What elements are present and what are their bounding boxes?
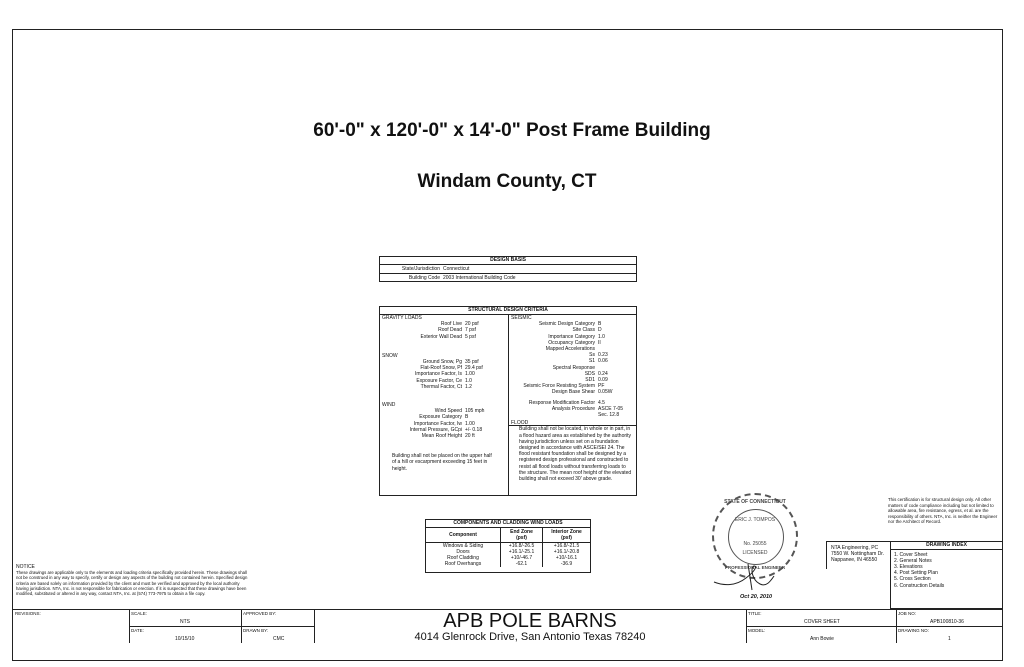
seal-date: Oct 20, 2010 xyxy=(740,594,773,600)
criteria-value: 0.24 xyxy=(598,370,608,377)
criteria-value: 5 psf xyxy=(465,333,476,340)
drawing-index-heading: DRAWING INDEX xyxy=(891,542,1002,550)
criteria-value: 1.0 xyxy=(598,333,605,340)
criteria-value: 1.2 xyxy=(465,383,472,390)
drawing-number-label: DRAWING NO: xyxy=(898,628,929,633)
drawing-number-value: 1 xyxy=(948,636,951,642)
model-label: MODEL: xyxy=(748,628,766,633)
drawn-label: DRAWN BY: xyxy=(243,628,269,633)
job-value: APB100810-36 xyxy=(930,619,964,625)
flood-note: Building shall not be located, in whole or in part, in a flood hazard area as established by the authority having jurisdiction unless set on a foundation designed in accordance with ASCE/SEI 24. The flood resistant foundation shall be designed by a registered design professional and constructed to resist all flood loads without transferring loads to the structure. The mean roof height of the elevated building shall not exceed 30' above grade. xyxy=(519,426,632,483)
scale-label: SCALE: xyxy=(131,611,148,616)
design-basis-heading: DESIGN BASIS xyxy=(380,257,636,265)
criteria-value: ASCE 7-05 xyxy=(598,405,624,412)
date-value: 10/15/10 xyxy=(175,636,195,642)
criteria-value: 0.23 xyxy=(598,352,608,359)
signature xyxy=(710,560,780,592)
wind-loads-heading: COMPONENTS AND CLADDING WIND LOADS xyxy=(426,520,590,528)
design-basis-label: State/Jurisdiction xyxy=(401,265,440,272)
engineer-address xyxy=(826,541,890,569)
revisions-label: REVISIONS: xyxy=(15,611,41,616)
design-basis-table xyxy=(379,256,637,282)
criteria-label: Spectral Response xyxy=(552,364,595,371)
drawing-index-item: 1. Cover Sheet xyxy=(894,551,928,558)
criteria-label: Exposure Category xyxy=(419,414,462,421)
drawing-index-item: 4. Post Setting Plan xyxy=(894,570,938,577)
criteria-label: Flat-Roof Snow, Pf xyxy=(420,365,462,372)
table-cell: +16.8/-21.5 xyxy=(553,542,580,549)
criteria-label: S1 xyxy=(588,358,595,365)
criteria-label xyxy=(511,412,598,418)
criteria-value: Sec. 12.8 xyxy=(598,412,620,419)
engineer-line: Nappanee, IN 46550 xyxy=(831,557,878,564)
table-cell: Doors xyxy=(426,549,501,555)
seal-number: No. 25055 xyxy=(743,541,767,547)
table-cell: -62.1 xyxy=(501,561,543,567)
criteria-value: 0.09 xyxy=(598,377,608,384)
design-basis-label: Building Code xyxy=(408,274,440,281)
company-address: 4014 Glenrock Drive, San Antonio Texas 78240 xyxy=(414,631,646,643)
table-cell: Roof Cladding xyxy=(426,555,501,561)
criteria-value: 35 psf xyxy=(465,359,479,366)
criteria-value: 20 ft xyxy=(465,433,475,440)
criteria-value: 1.0 xyxy=(465,377,472,384)
approved-label: APPROVED BY: xyxy=(243,611,277,616)
criteria-label: Roof Live xyxy=(440,321,462,328)
sheet-title-label: TITLE: xyxy=(748,611,762,616)
table-row xyxy=(426,561,590,567)
drawing-index-item: 3. Elevations xyxy=(894,563,923,570)
criteria-value: 29.4 psf xyxy=(465,365,483,372)
gravity-label: GRAVITY LOADS xyxy=(382,315,422,321)
company-name: APB POLE BARNS xyxy=(443,610,617,632)
table-cell: +16.8/-26.5 xyxy=(501,542,543,549)
criteria-label: Importance Category xyxy=(548,333,595,340)
drawing-index-item: 6. Construction Details xyxy=(894,582,945,589)
criteria-value: 105 mph xyxy=(465,408,485,415)
criteria-value: II xyxy=(598,339,601,346)
table-cell: +10/-16.1 xyxy=(555,554,578,561)
criteria-value: 4.5 xyxy=(598,399,605,406)
criteria-value: 0.06 xyxy=(598,358,608,365)
table-cell: +16.1/-25.1 xyxy=(501,549,543,555)
criteria-value: 7 psf xyxy=(465,327,476,334)
seismic-label: SEISMIC xyxy=(511,315,532,321)
drawn-value: CMC xyxy=(273,636,285,642)
wind-loads-table xyxy=(425,519,591,573)
criteria-label: Seismic Design Category xyxy=(538,321,595,328)
criteria-label: Seismic Force Resisting System xyxy=(523,383,595,390)
snow-label: SNOW xyxy=(382,352,398,359)
sheet-title-value: COVER SHEET xyxy=(804,619,840,625)
criteria-label: Roof Dead xyxy=(438,327,462,334)
criteria-value: 1.00 xyxy=(465,420,475,427)
criteria-label: Exposure Factor, Ce xyxy=(416,377,462,384)
page-subtitle: Windam County, CT xyxy=(417,171,597,192)
criteria-value: B xyxy=(465,414,469,421)
column-header: End Zone (psf) xyxy=(501,528,543,543)
flood-label: FLOOD xyxy=(511,420,529,427)
column-header: Interior Zone (psf) xyxy=(551,528,582,541)
model-value: Ann Bowie xyxy=(810,636,834,642)
criteria-label: Site Class xyxy=(572,327,595,334)
criteria-label: Wind Speed xyxy=(434,408,462,415)
criteria-label: Mapped Accelerations xyxy=(545,346,595,353)
criteria-label: SD1 xyxy=(585,377,595,384)
seal-profession: PROFESSIONAL ENGINEER xyxy=(724,565,786,570)
engineer-line: NTA Engineering, PC xyxy=(831,545,879,551)
drawing-index-item: 5. Cross Section xyxy=(894,576,931,583)
criteria-label: Importance Factor, Iw xyxy=(413,420,462,427)
criteria-label: Mean Roof Height xyxy=(421,433,462,440)
design-basis-value: 2003 International Building Code xyxy=(443,274,516,281)
criteria-label: Design Base Shear xyxy=(551,389,595,396)
criteria-label: Analysis Procedure xyxy=(551,405,595,412)
job-label: JOB NO: xyxy=(898,611,917,616)
table-cell: -36.9 xyxy=(560,560,573,567)
criteria-value: +/- 0.18 xyxy=(465,426,483,433)
criteria-label: SDS xyxy=(584,370,595,377)
date-label: DATE: xyxy=(131,628,144,633)
page-title: 60'-0" x 120'-0" x 14'-0" Post Frame Building xyxy=(313,120,711,141)
criteria-value: B xyxy=(598,321,602,328)
table-row xyxy=(426,542,590,549)
table-cell: Windows & Siding xyxy=(426,542,501,549)
notice-text: These drawings are applicable only to the elements and loading criteria specifically provided herein. These drawings shall not be construed in any way to specify, certify or design any aspects of the building not contained herein. Specified design criteria are based solely on information provided by the client and must be verified and approved by the local authority having jurisdiction. NTA, Inc. is not responsible for fabrication or erection. If it is suspected that these drawings have been modified, substituted or altered in any way, contact NTA, Inc. at (574) 773-7975 to obtain a file copy. xyxy=(16,570,248,597)
wind-note: Building shall not be placed on the upper half of a hill or escarpment exceeding 15 feet in height. xyxy=(392,453,492,472)
seal-licensed: LICENSED xyxy=(742,550,768,556)
drawing-index xyxy=(890,541,1003,609)
scale-value: NTS xyxy=(180,619,190,625)
certification-text: This certification is for structural design only. All other matters of code compliance including but not limited to allowable area, fire resistance, egress, et al. are the responsibility of others. NTA, Inc. is neither the Engineer nor the Architect of Record. xyxy=(888,497,998,524)
criteria-value: 20 psf xyxy=(465,321,479,328)
seal-state: STATE OF CONNECTICUT xyxy=(724,499,786,505)
seal-name: ERIC J. TOMPOS xyxy=(734,517,776,523)
wind-label: WIND xyxy=(382,402,396,409)
table-cell: +16.1/-20.8 xyxy=(553,548,580,555)
criteria-label: Importance Factor, Is xyxy=(415,371,462,378)
table-cell: +10/-46.7 xyxy=(501,555,543,561)
criteria-label: Exterior Wall Dead xyxy=(420,333,462,340)
criteria-label: Occupancy Category xyxy=(548,339,595,346)
criteria-value: D xyxy=(598,327,602,334)
structural-criteria-table xyxy=(379,306,637,496)
design-basis-value: Connecticut xyxy=(443,265,470,272)
criteria-label: Internal Pressure, GCpi xyxy=(409,426,462,433)
criteria-label: Ss xyxy=(589,352,595,359)
criteria-label: Response Modification Factor xyxy=(528,399,595,406)
criteria-label: Thermal Factor, Ct xyxy=(420,383,462,390)
criteria-label: Ground Snow, Pg xyxy=(422,359,462,366)
engineer-line: 7550 W. Nottingham Dr. xyxy=(831,551,885,558)
criteria-value: PF xyxy=(598,383,605,390)
criteria-value: 1.00 xyxy=(465,371,475,378)
structural-heading: STRUCTURAL DESIGN CRITERIA xyxy=(380,307,636,315)
criteria-value: 0.05W xyxy=(598,389,613,396)
column-header: Component xyxy=(426,528,501,543)
notice-label: NOTICE xyxy=(16,564,35,570)
table-cell: Roof Overhangs xyxy=(426,561,501,567)
drawing-index-item: 2. General Notes xyxy=(894,557,932,564)
